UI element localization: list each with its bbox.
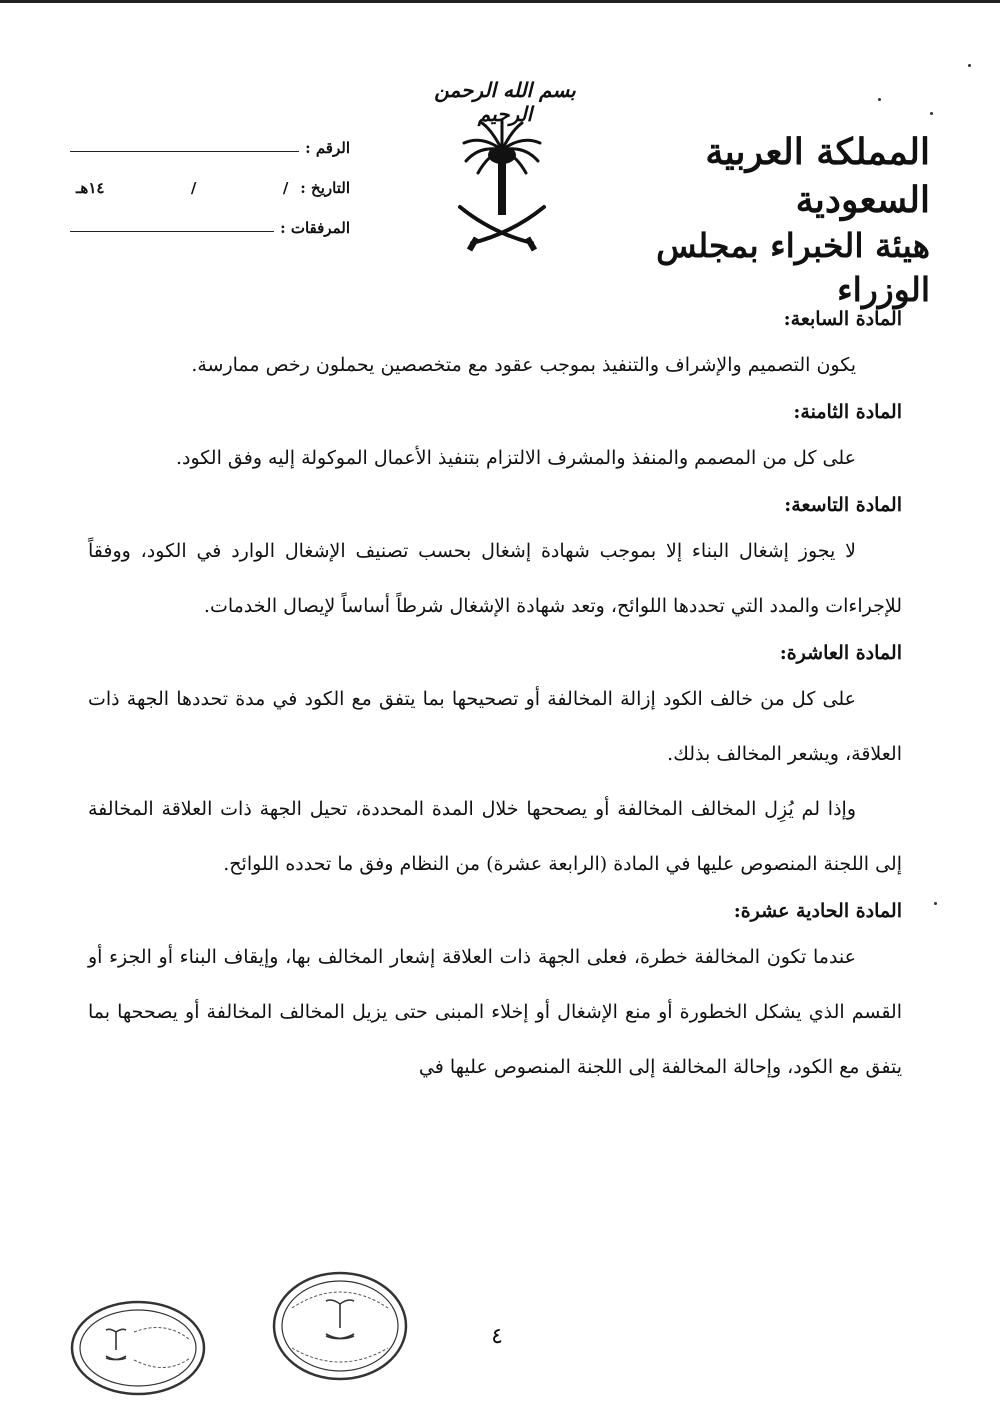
org-country: المملكة العربية السعودية bbox=[705, 131, 930, 221]
ref-blank-line bbox=[70, 151, 299, 152]
left-official-seal-icon bbox=[68, 1298, 208, 1398]
scan-speck bbox=[968, 64, 971, 67]
document-body bbox=[88, 300, 902, 1095]
date-value bbox=[70, 179, 294, 197]
attachments-blank-line bbox=[70, 231, 274, 232]
article-8 bbox=[88, 393, 902, 486]
basmala: بسم الله الرحمن الرحيم bbox=[434, 78, 576, 126]
article-paragraph: يكون التصميم والإشراف والتنفيذ بموجب عقود مع متخصصين يحملون رخص ممارسة. bbox=[191, 354, 856, 376]
document-meta bbox=[70, 128, 350, 248]
attachments-row bbox=[70, 208, 350, 248]
date-slash-2: / bbox=[190, 179, 197, 197]
date-row bbox=[70, 168, 350, 208]
ref-label: الرقم : bbox=[305, 139, 350, 157]
article-10 bbox=[88, 634, 902, 892]
scan-speck bbox=[934, 902, 937, 905]
article-paragraph: وإذا لم يُزِل المخالف المخالفة أو يصححها خلال المدة المحددة، تحيل الجهة ذات العلاقة المخالفة إلى اللجنة المنصوص عليها في المادة (الرابعة عشرة) من النظام وفق ما تحدده اللوائح. bbox=[88, 798, 902, 875]
scan-speck bbox=[930, 112, 933, 115]
date-slash-1: / bbox=[282, 179, 289, 197]
ref-row bbox=[70, 128, 350, 168]
article-heading: المادة العاشرة: bbox=[779, 642, 902, 664]
article-9 bbox=[88, 486, 902, 634]
date-label: التاريخ : bbox=[300, 179, 350, 197]
scan-speck bbox=[878, 98, 881, 101]
saudi-emblem-icon bbox=[452, 115, 552, 265]
organization-name bbox=[620, 128, 930, 312]
article-11 bbox=[88, 892, 902, 1095]
article-heading: المادة التاسعة: bbox=[784, 494, 902, 516]
page-number: ٤ bbox=[491, 1324, 503, 1349]
date-year-suffix: ١٤هـ bbox=[76, 179, 105, 197]
article-7 bbox=[88, 300, 902, 393]
article-heading: المادة الحادية عشرة: bbox=[733, 900, 902, 922]
center-official-seal-icon bbox=[270, 1268, 410, 1384]
article-paragraph: على كل من خالف الكود إزالة المخالفة أو تصحيحها بما يتفق مع الكود في مدة تحددها الجهة ذات العلاقة، ويشعر المخالف بذلك. bbox=[88, 688, 902, 765]
article-paragraph: لا يجوز إشغال البناء إلا بموجب شهادة إشغال بحسب تصنيف الإشغال الوارد في الكود، ووفقاً للإجراءات والمدد التي تحددها اللوائح، وتعد شهادة الإشغال شرطاً أساساً لإيصال الخدمات. bbox=[88, 540, 902, 617]
org-department: هيئة الخبراء بمجلس الوزراء bbox=[656, 226, 930, 309]
article-paragraph: على كل من المصمم والمنفذ والمشرف الالتزام بتنفيذ الأعمال الموكولة إليه وفق الكود. bbox=[175, 447, 856, 469]
article-paragraph: عندما تكون المخالفة خطرة، فعلى الجهة ذات العلاقة إشعار المخالف بها، وإيقاف البناء أو الجزء أو القسم الذي يشكل الخطورة أو منع الإشغال أو إخلاء المبنى حتى يزيل المخالف المخالفة أو يصححها بما يتفق مع الكود، وإحالة المخالفة إلى اللجنة المنصوص عليها في bbox=[88, 946, 902, 1078]
article-heading: المادة السابعة: bbox=[783, 308, 902, 330]
attachments-label: المرفقات : bbox=[280, 219, 350, 237]
top-border-line bbox=[0, 0, 1000, 3]
article-heading: المادة الثامنة: bbox=[793, 401, 902, 423]
